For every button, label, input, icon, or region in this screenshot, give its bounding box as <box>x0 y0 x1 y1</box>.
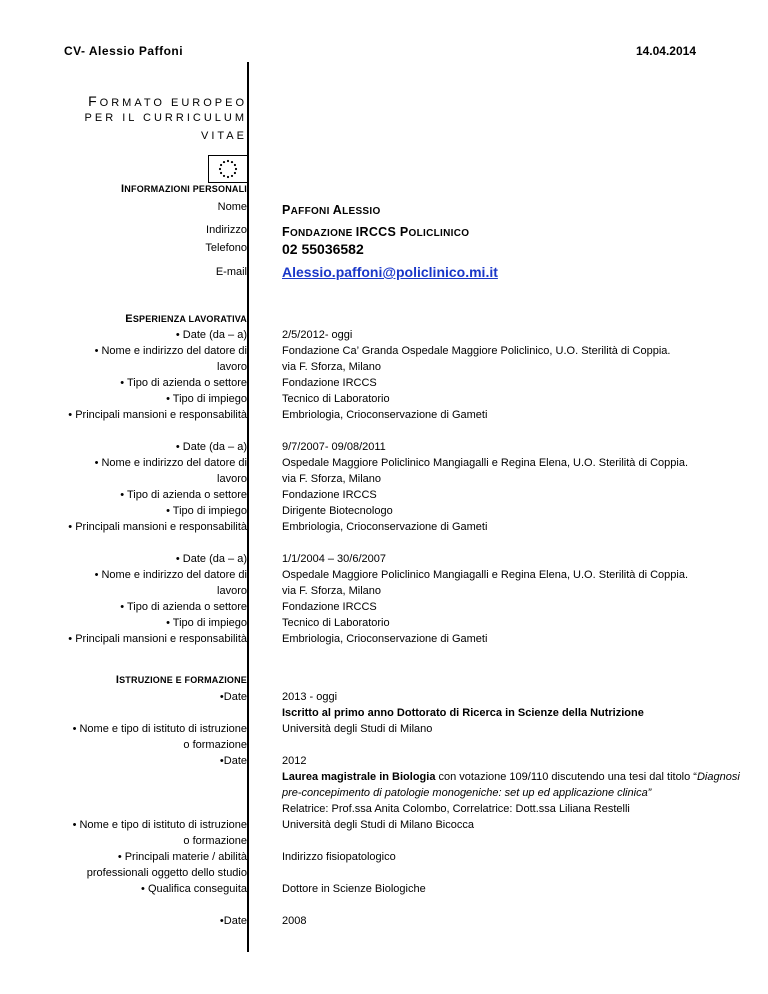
work-address: via F. Sforza, Milano <box>282 585 382 597</box>
work-date: 9/7/2007- 09/08/2011 <box>282 441 386 453</box>
title-line-3: VITAE <box>201 130 247 142</box>
header-date: 14.04.2014 <box>635 44 696 58</box>
label-employer-cont: lavoro <box>217 585 247 597</box>
eu-star <box>231 161 233 163</box>
edu-institute: Università degli Studi di Milano <box>282 723 433 735</box>
edu-subjects: Indirizzo fisiopatologico <box>282 851 396 863</box>
eu-star <box>227 160 229 162</box>
eu-star <box>227 176 229 178</box>
label-employer: • Nome e indirizzo del datore di <box>94 345 247 357</box>
label-date: • Date (da – a) <box>175 553 247 565</box>
email-link[interactable]: Alessio.paffoni@policlinico.mi.it <box>282 264 498 280</box>
eu-flag-icon <box>208 155 248 183</box>
label-institute: • Nome e tipo di istituto di istruzione <box>72 819 247 831</box>
work-employer: Ospedale Maggiore Policlinico Mangiagalli e Regina Elena, U.O. Sterilità di Coppia. <box>282 569 688 581</box>
work-date: 2/5/2012- oggi <box>282 329 353 341</box>
label-subjects-cont: professionali oggetto dello studio <box>86 867 247 879</box>
eu-star <box>219 168 221 170</box>
label-duties: • Principali mansioni e responsabilità <box>68 409 247 421</box>
edu-qualification: Dottore in Scienze Biologiche <box>282 883 426 895</box>
eu-star <box>220 172 222 174</box>
edu-date: 2012 <box>282 755 307 767</box>
work-employer: Ospedale Maggiore Policlinico Mangiagalli e Regina Elena, U.O. Sterilità di Coppia. <box>282 457 688 469</box>
personal-heading: INFORMAZIONI PERSONALI <box>121 183 247 195</box>
label-job: • Tipo di impiego <box>166 505 247 517</box>
person-address: FONDAZIONE IRCCS POLICLINICO <box>282 225 470 239</box>
title-line-2: PER IL CURRICULUM <box>84 112 247 124</box>
label-sector: • Tipo di azienda o settore <box>120 601 247 613</box>
eu-star <box>223 161 225 163</box>
label-employer: • Nome e indirizzo del datore di <box>94 569 247 581</box>
label-job: • Tipo di impiego <box>166 393 247 405</box>
label-institute-cont: o formazione <box>183 739 247 751</box>
work-duties: Embriologia, Crioconservazione di Gameti <box>282 633 488 645</box>
work-heading: ESPERIENZA LAVORATIVA <box>125 313 247 325</box>
label-email: E-mail <box>215 266 247 278</box>
label-phone: Telefono <box>205 242 247 254</box>
work-job: Tecnico di Laboratorio <box>282 617 390 629</box>
edu-date: 2013 - oggi <box>282 691 338 703</box>
label-address: Indirizzo <box>206 224 247 236</box>
work-employer: Fondazione Ca’ Granda Ospedale Maggiore Policlinico, U.O. Sterilità di Coppia. <box>282 345 671 357</box>
work-sector: Fondazione IRCCS <box>282 601 377 613</box>
label-date: •Date <box>219 691 247 703</box>
label-name: Nome <box>217 201 247 213</box>
work-address: via F. Sforza, Milano <box>282 473 382 485</box>
work-duties: Embriologia, Crioconservazione di Gameti <box>282 409 488 421</box>
label-sector: • Tipo di azienda o settore <box>120 489 247 501</box>
work-job: Dirigente Biotecnologo <box>282 505 393 517</box>
edu-date: 2008 <box>282 915 307 927</box>
label-date: •Date <box>219 915 247 927</box>
person-name: PAFFONI ALESSIO <box>282 203 381 217</box>
label-sector: • Tipo di azienda o settore <box>120 377 247 389</box>
label-employer-cont: lavoro <box>217 361 247 373</box>
label-job: • Tipo di impiego <box>166 617 247 629</box>
work-address: via F. Sforza, Milano <box>282 361 382 373</box>
edu-supervisors: Relatrice: Prof.ssa Anita Colombo, Correlatrice: Dott.ssa Liliana Restelli <box>282 803 630 815</box>
eu-star <box>223 175 225 177</box>
header-left: CV- Alessio Paffoni <box>64 44 184 58</box>
work-duties: Embriologia, Crioconservazione di Gameti <box>282 521 488 533</box>
education-heading: ISTRUZIONE E FORMAZIONE <box>115 674 247 686</box>
label-subjects: • Principali materie / abilità <box>117 851 247 863</box>
label-employer-cont: lavoro <box>217 473 247 485</box>
label-qualification: • Qualifica conseguita <box>141 883 247 895</box>
work-job: Tecnico di Laboratorio <box>282 393 390 405</box>
label-employer: • Nome e indirizzo del datore di <box>94 457 247 469</box>
eu-star <box>231 175 233 177</box>
eu-star <box>220 164 222 166</box>
work-sector: Fondazione IRCCS <box>282 377 377 389</box>
eu-stars-icon <box>217 158 239 180</box>
edu-title: Iscritto al primo anno Dottorato di Ricerca in Scienze della Nutrizione <box>282 707 644 719</box>
label-date: •Date <box>219 755 247 767</box>
label-institute: • Nome e tipo di istituto di istruzione <box>72 723 247 735</box>
title-line-1: FORMATO EUROPEO <box>88 93 247 109</box>
label-date: • Date (da – a) <box>175 329 247 341</box>
label-duties: • Principali mansioni e responsabilità <box>68 521 247 533</box>
phone-value: 02 55036582 <box>282 241 364 257</box>
eu-star <box>234 164 236 166</box>
work-date: 1/1/2004 – 30/6/2007 <box>282 553 386 565</box>
edu-institute: Università degli Studi di Milano Bicocca <box>282 819 474 831</box>
edu-thesis: pre-concepimento di patologie monogeniche: set up ed applicazione clinica” <box>282 787 652 799</box>
vertical-divider <box>247 62 249 952</box>
label-duties: • Principali mansioni e responsabilità <box>68 633 247 645</box>
label-date: • Date (da – a) <box>175 441 247 453</box>
eu-star <box>234 172 236 174</box>
label-institute-cont: o formazione <box>183 835 247 847</box>
edu-title: Laurea magistrale in Biologia con votazione 109/110 discutendo una tesi dal titolo “Diagnosi <box>282 771 740 783</box>
eu-star <box>235 168 237 170</box>
work-sector: Fondazione IRCCS <box>282 489 377 501</box>
